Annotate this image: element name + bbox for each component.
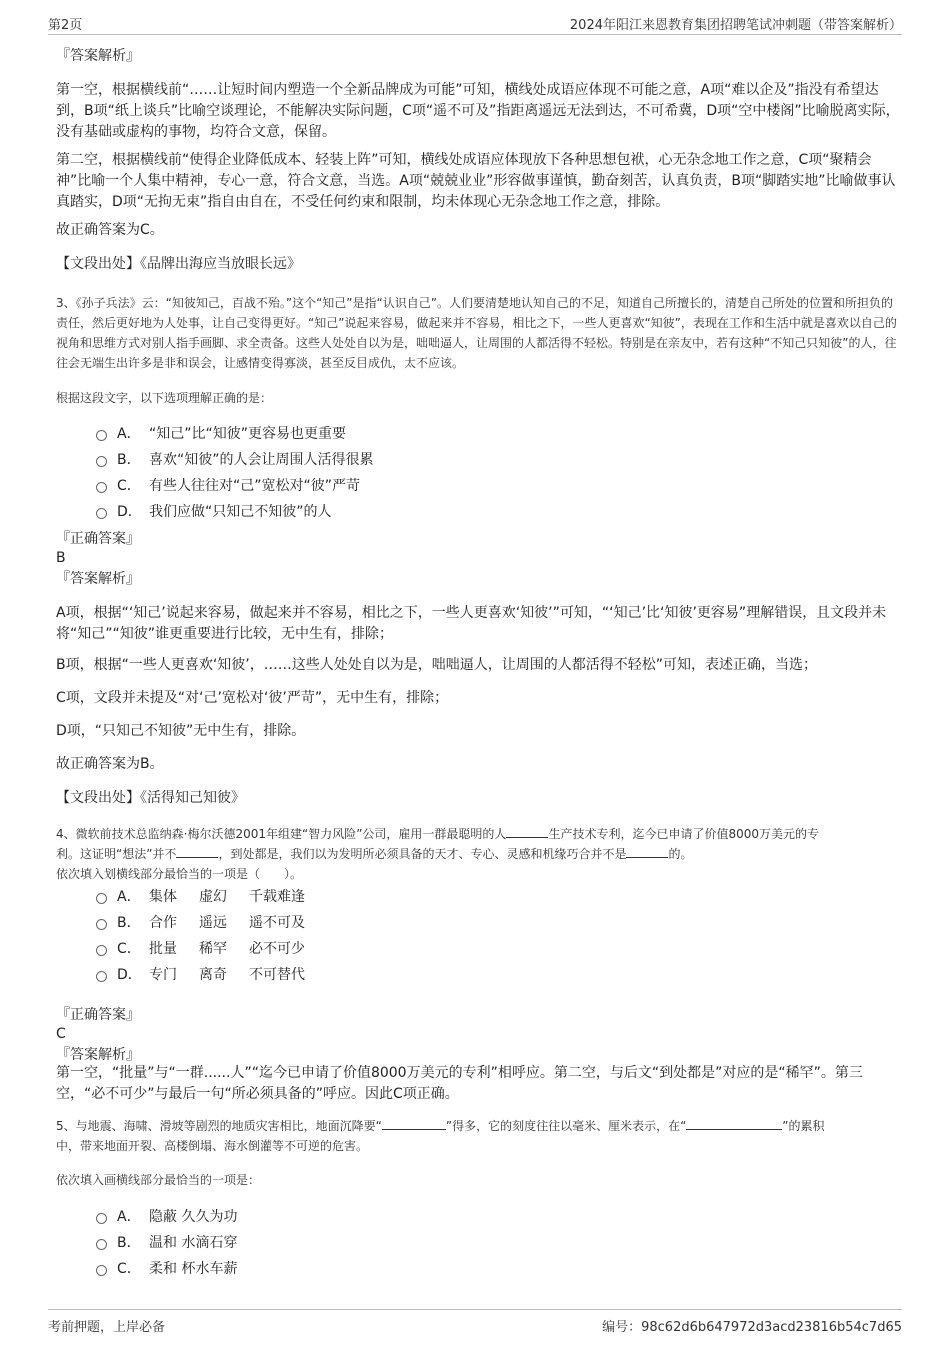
q3-source: 【文段出处】《活得知己知彼》 — [56, 790, 245, 806]
q4-stem: 4、微软前技术总监纳森·梅尔沃德2001年组建“智力风险”公司，雇用一群最聪明的人 生产技术专利，迄今已申请了价值8000万美元的专 利。这证明“想法”并不 ，到处都是，我们以为发明所必须具备的天才、专心、灵感和机缘巧合并不是 的。 依次填入划横线部分最恰当的一项是（ ）。 — [56, 827, 819, 881]
radio-icon[interactable] — [96, 1213, 107, 1224]
radio-icon[interactable] — [96, 456, 107, 467]
q3-answer-label: 『正确答案』 — [56, 531, 140, 547]
q5-question: 依次填入画横线部分最恰当的一项是： — [56, 1173, 261, 1187]
q2-conclusion: 故正确答案为C。 — [56, 222, 164, 238]
q3-option-c[interactable]: C． 有些人往往对“己”宽松对“彼”严苛 — [96, 475, 360, 495]
q5-stem: 5、与地震、海啸、滑坡等剧烈的地质灾害相比，地面沉降要“ ”得多，它的刻度往往以毫米、厘米表示，在“ ”的累积 中，带来地面开裂、高楼倒塌、海水倒灌等不可逆的危害。 — [56, 1119, 825, 1153]
q4-analysis: 第一空，“批量”与“一群......人”“迄今已申请了价值8000万美元的专利”相呼应。第二空，与后文“到处都是”对应的是“稀罕”。第三空，“必不可少”与最后一句“所必须具备的”呼应。因此C项正确。 — [56, 1065, 863, 1102]
radio-icon[interactable] — [96, 971, 107, 982]
blank-2 — [176, 857, 218, 858]
blank-1 — [506, 837, 548, 838]
q3-analysis-b: B项，根据“一些人更喜欢‘知彼’，……这些人处处自以为是，咄咄逼人，让周围的人都活得不轻松”可知，表述正确，当选； — [56, 657, 818, 673]
q5-option-a[interactable]: A． 隐蔽 久久为功 — [96, 1206, 237, 1226]
q3-option-a[interactable]: A． “知己”比“知彼”更容易也更重要 — [96, 423, 346, 443]
radio-icon[interactable] — [96, 1239, 107, 1250]
q3-answer: B — [56, 550, 66, 566]
blank-3 — [626, 857, 668, 858]
q2-analysis-para1: 第一空，根据横线前“……让短时间内塑造一个全新品牌成为可能”可知，横线处成语应体现不可能之意，A项“难以企及”指没有希望达到，B项“纸上谈兵”比喻空谈理论，不能解决实际问题，C项“遥不可及”指距离遥远无法到达，不可希冀，D项“空中楼阁”比喻脱离实际，没有基础或虚构的事物，均符合文意，保留。 — [56, 82, 900, 140]
page-footer — [48, 1309, 902, 1335]
q2-source: 【文段出处】《品牌出海应当放眼长远》 — [56, 256, 301, 272]
footer-slogan: 考前押题，上岸必备 — [48, 1320, 166, 1335]
page-number: 第2页 — [48, 18, 83, 33]
q4-answer: C — [56, 1026, 66, 1042]
radio-icon[interactable] — [96, 945, 107, 956]
q4-answer-label: 『正确答案』 — [56, 1007, 140, 1023]
q3-question: 根据这段文字，以下选项理解正确的是： — [56, 391, 273, 405]
radio-icon[interactable] — [96, 508, 107, 519]
q5-option-c[interactable]: C． 柔和 杯水车薪 — [96, 1258, 237, 1278]
radio-icon[interactable] — [96, 919, 107, 930]
q2-analysis-para2: 第二空，根据横线前“使得企业降低成本、轻装上阵”可知，横线处成语应体现放下各种思想包袱，心无杂念地工作之意，C项“聚精会神”比喻一个人集中精神，专心一意，符合文意，当选。A项“兢兢业业”形容做事谨慎，勤奋刻苦，认真负责，B项“脚踏实地”比喻做事认真踏实，D项“无拘无束”指自由自在，不受任何约束和限制，均未体现心无杂念地工作之意，排除。 — [56, 152, 896, 210]
blank-2 — [686, 1129, 782, 1130]
q4-option-d[interactable]: D． 专门 离奇 不可替代 — [96, 964, 305, 984]
document-title: 2024年阳江来恩教育集团招聘笔试冲刺题（带答案解析） — [569, 18, 902, 33]
q3-passage: 3、《孙子兵法》云：“知彼知己，百战不殆。”这个“知己”是指“认识自己”。人们要清楚地认知自己的不足，知道自己所擅长的，清楚自己所处的位置和所担负的责任，然后更好地为人处事，让自己变得更好。“知己”说起来容易，做起来并不容易，相比之下，一些人更喜欢“知彼”，表现在工作和生活中就是喜欢以自己的视角和思维方式对别人指手画脚、求全责备。这些人处处自以为是，咄咄逼人，让周围的人都活得不轻松。特别是在亲友中，若有这种“不知己只知彼”的人，往往会无端生出许多是非和误会，让感情变得寡淡，甚至反目成仇，太不应该。 — [56, 296, 897, 370]
document-id: 编号：98c62d6b647972d3acd23816b54c7d65 — [602, 1320, 902, 1335]
page-header — [48, 12, 902, 35]
q4-option-b[interactable]: B． 合作 遥远 遥不可及 — [96, 912, 305, 932]
radio-icon[interactable] — [96, 1265, 107, 1276]
q4-analysis-label: 『答案解析』 — [56, 1047, 140, 1063]
radio-icon[interactable] — [96, 482, 107, 493]
q5-option-b[interactable]: B． 温和 水滴石穿 — [96, 1232, 237, 1252]
radio-icon[interactable] — [96, 893, 107, 904]
q4-option-c[interactable]: C． 批量 稀罕 必不可少 — [96, 938, 305, 958]
q3-option-d[interactable]: D． 我们应做“只知己不知彼”的人 — [96, 501, 332, 521]
q3-analysis-a: A项，根据“‘知己’说起来容易，做起来并不容易，相比之下，一些人更喜欢‘知彼’”可知，“‘知己’比‘知彼’更容易”理解错误，且文段并未将“知己”“知彼”谁更重要进行比较，无中生有，排除； — [56, 605, 887, 642]
q3-analysis-label: 『答案解析』 — [56, 571, 140, 587]
q3-conclusion: 故正确答案为B。 — [56, 756, 164, 772]
blank-1 — [382, 1129, 446, 1130]
radio-icon[interactable] — [96, 430, 107, 441]
q3-analysis-c: C项，文段并未提及“对‘己’宽松对‘彼’严苛”，无中生有，排除； — [56, 690, 449, 706]
q3-analysis-d: D项，“只知己不知彼”无中生有，排除。 — [56, 723, 306, 739]
q3-option-b[interactable]: B． 喜欢“知彼”的人会让周围人活得很累 — [96, 449, 374, 469]
q2-analysis-label: 『答案解析』 — [56, 48, 140, 64]
q4-option-a[interactable]: A． 集体 虚幻 千载难逢 — [96, 886, 305, 906]
